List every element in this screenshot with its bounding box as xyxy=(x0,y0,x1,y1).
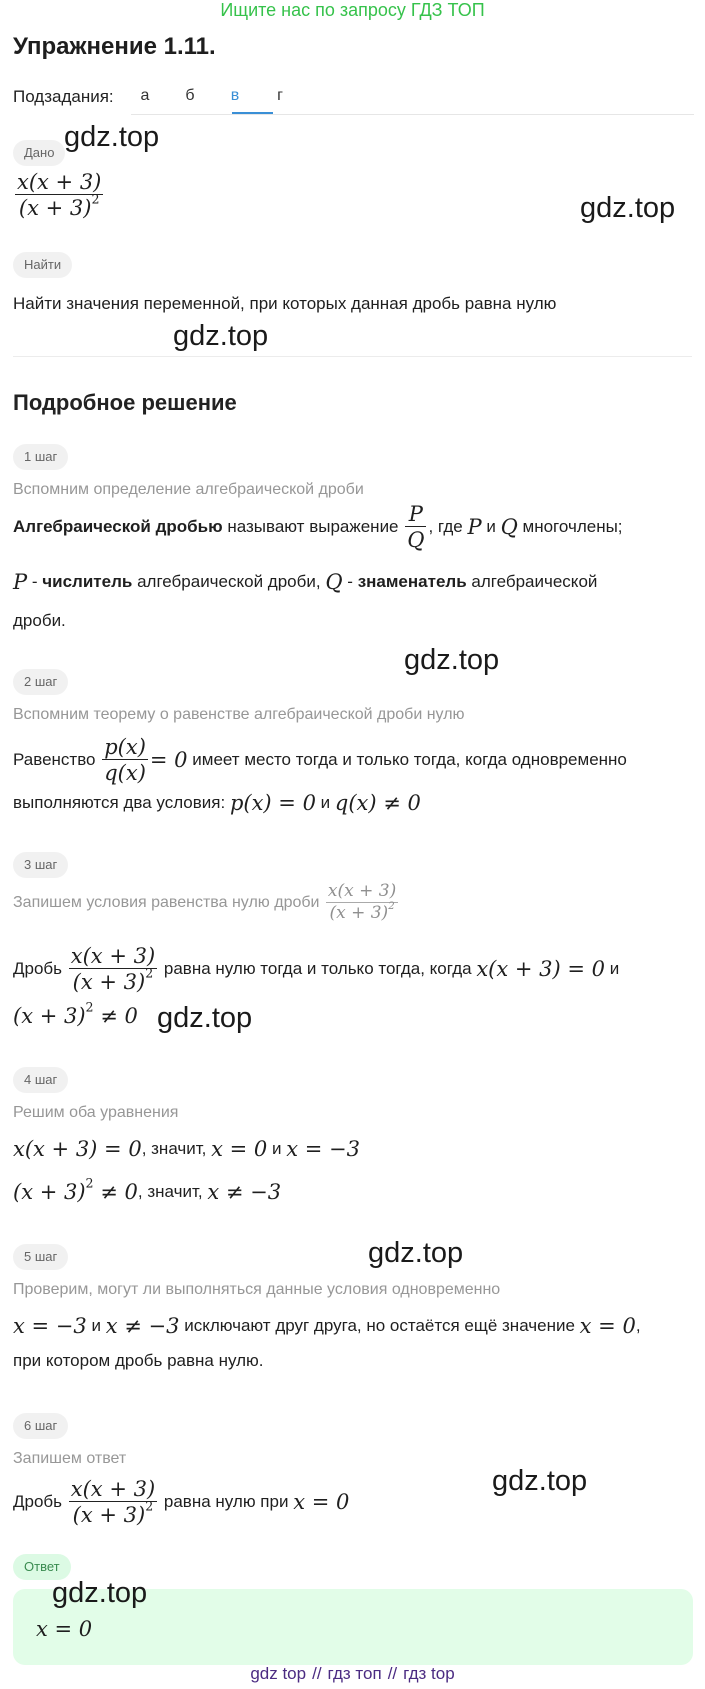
step-6-line-1 xyxy=(13,1474,349,1530)
step-4-result-2: x ≠ −3 xyxy=(207,1180,282,1204)
footer-link-1[interactable]: gdz top xyxy=(250,1664,307,1683)
step-5-comma: , xyxy=(635,1316,641,1335)
find-badge: Найти xyxy=(13,252,72,278)
step-6-text-a: Дробь xyxy=(13,1492,63,1511)
step-6-hint: Запишем ответ xyxy=(13,1450,127,1467)
step-2-line-1 xyxy=(13,733,627,787)
step-3-hint xyxy=(13,881,400,923)
step-5-line-1 xyxy=(13,1314,641,1338)
step-1-line-3: дроби. xyxy=(13,611,66,630)
step-6-text-b: равна нулю при xyxy=(163,1492,289,1511)
step-1-badge: 1 шаг xyxy=(13,444,68,470)
watermark: gdz.top xyxy=(368,1237,464,1269)
step-6-badge: 6 шаг xyxy=(13,1413,68,1439)
active-tab-indicator xyxy=(232,112,273,114)
step-6-frac-pow: 2 xyxy=(145,1498,154,1514)
step-3-cond-2-pow: 2 xyxy=(85,999,94,1015)
step-1-numerator-term: числитель xyxy=(42,572,133,591)
watermark: gdz.top xyxy=(492,1465,588,1497)
watermark: gdz.top xyxy=(580,192,676,224)
footer-links xyxy=(0,1664,705,1684)
step-1-var-P-2: P xyxy=(13,570,28,594)
step-4-text-c: , значит, xyxy=(137,1182,203,1201)
step-2-text-d: и xyxy=(320,793,331,812)
step-1-frac-P: P xyxy=(408,501,423,526)
step-3-line-1 xyxy=(13,941,619,997)
step-1-var-Q: Q xyxy=(500,515,518,539)
step-6-expr: x = 0 xyxy=(293,1490,350,1514)
page-title: Упражнение 1.11. xyxy=(13,33,216,60)
step-3-cond-2-base: (x + 3) xyxy=(13,1004,86,1028)
given-numerator: x(x + 3) xyxy=(17,170,102,194)
step-3-hint-frac-num: x(x + 3) xyxy=(327,881,397,902)
answer-value: x = 0 xyxy=(36,1617,93,1641)
step-3-text-b: равна нулю тогда и только тогда, когда xyxy=(163,959,472,978)
watermark: gdz.top xyxy=(52,1577,148,1609)
step-3-badge: 3 шаг xyxy=(13,852,68,878)
step-4-text-b: и xyxy=(272,1139,282,1158)
given-fraction xyxy=(13,170,105,220)
step-1-text-a: называют выражение xyxy=(227,517,399,536)
step-2-text-b: имеет место тогда и только тогда, когда одновременно xyxy=(192,750,627,769)
step-4-expr-2-pow: 2 xyxy=(85,1175,94,1191)
watermark: gdz.top xyxy=(157,1002,253,1034)
step-5-expr-3: x = 0 xyxy=(579,1314,636,1338)
step-5-hint: Проверим, могут ли выполняться данные условия одновременно xyxy=(13,1281,501,1298)
watermark: gdz.top xyxy=(64,121,160,153)
search-promo-link[interactable]: Ищите нас по запросу ГДЗ ТОП xyxy=(220,0,485,20)
step-4-line-2 xyxy=(13,1175,282,1204)
tab-subtask-v[interactable]: в xyxy=(230,87,240,104)
step-5-badge: 5 шаг xyxy=(13,1244,68,1270)
answer-badge: Ответ xyxy=(13,1554,71,1580)
step-3-frac-den: (x + 3) xyxy=(72,970,146,994)
footer-link-3[interactable]: гдз top xyxy=(403,1664,455,1683)
given-denominator: (x + 3) xyxy=(18,196,92,221)
step-4-expr-2-rest: ≠ 0 xyxy=(100,1180,138,1204)
tabs-divider xyxy=(131,114,694,115)
step-5-text-a: и xyxy=(91,1316,101,1335)
step-1-text-c: и xyxy=(486,517,496,536)
given-badge: Дано xyxy=(13,140,65,166)
step-1-line-1 xyxy=(13,502,623,552)
step-4-expr-2-base: (x + 3) xyxy=(13,1180,86,1204)
step-2-cond-1: p(x) = 0 xyxy=(229,791,316,815)
step-1-var-P: P xyxy=(467,515,482,539)
step-4-root-1: x = 0 xyxy=(211,1137,268,1161)
step-3-frac-pow: 2 xyxy=(145,965,154,981)
step-2-text-c: выполняются два условия: xyxy=(13,793,226,812)
step-1-dash-2: - xyxy=(347,572,353,591)
step-1-denominator-term: знаменатель xyxy=(357,572,467,591)
find-text: Найти значения переменной, при которых данная дробь равна нулю xyxy=(13,294,557,313)
tab-subtask-b[interactable]: б xyxy=(185,87,195,104)
step-6-frac-num: x(x + 3) xyxy=(70,1476,156,1501)
step-5-line-2: при котором дробь равна нулю. xyxy=(13,1351,264,1370)
given-denominator-power: 2 xyxy=(91,191,100,207)
step-1-line-2 xyxy=(13,570,597,594)
step-2-frac-num: p(x) xyxy=(104,734,146,759)
step-1-text-e: алгебраической дроби, xyxy=(137,572,321,591)
step-3-cond-1: x(x + 3) = 0 xyxy=(476,957,605,981)
step-2-hint: Вспомним теорему о равенстве алгебраической дроби нулю xyxy=(13,706,465,723)
step-1-text-d: многочлены; xyxy=(522,517,623,536)
step-4-expr-1: x(x + 3) = 0 xyxy=(13,1137,142,1161)
step-2-frac-den: q(x) xyxy=(104,761,146,785)
step-2-text-a: Равенство xyxy=(13,750,96,769)
section-divider xyxy=(13,356,692,357)
step-4-hint: Решим оба уравнения xyxy=(13,1104,179,1121)
tab-subtask-g[interactable]: г xyxy=(277,87,283,104)
step-4-line-1 xyxy=(13,1137,360,1161)
step-3-hint-frac-pow: 2 xyxy=(388,900,395,912)
subtasks-label: Подзадания: xyxy=(13,87,114,106)
solution-title: Подробное решение xyxy=(13,390,237,415)
footer-separator: // xyxy=(312,1664,322,1683)
step-5-expr-1: x = −3 xyxy=(13,1314,87,1338)
step-3-line-2 xyxy=(13,999,138,1028)
tab-subtask-a[interactable]: а xyxy=(140,87,150,104)
step-1-var-Q-2: Q xyxy=(325,570,343,594)
watermark: gdz.top xyxy=(173,320,269,352)
step-3-cond-2-rest: ≠ 0 xyxy=(100,1004,138,1028)
step-1-frac-Q: Q xyxy=(407,528,425,552)
footer-separator: // xyxy=(387,1664,398,1683)
step-1-dash-1: - xyxy=(31,572,38,591)
step-3-text-a: Дробь xyxy=(13,959,63,978)
step-4-root-2: x = −3 xyxy=(286,1137,360,1161)
step-2-line-2 xyxy=(13,791,421,815)
step-3-hint-frac-den: (x + 3) xyxy=(329,903,389,923)
step-3-hint-text: Запишем условия равенства нулю дроби xyxy=(13,894,320,911)
step-4-text-a: , значит, xyxy=(141,1139,207,1158)
step-5-expr-2: x ≠ −3 xyxy=(105,1314,180,1338)
step-2-eq-zero: = 0 xyxy=(149,748,188,772)
step-2-badge: 2 шаг xyxy=(13,669,68,695)
step-4-badge: 4 шаг xyxy=(13,1067,68,1093)
step-1-hint: Вспомним определение алгебраической дроби xyxy=(13,481,364,498)
step-5-text-b: исключают друг друга, но остаётся ещё значение xyxy=(184,1316,575,1335)
given-section xyxy=(13,140,65,166)
step-1-text-b: , где xyxy=(428,517,463,536)
step-1-term-bold: Алгебраической дробью xyxy=(13,517,223,536)
step-1-text-f: алгебраической xyxy=(471,572,598,591)
watermark: gdz.top xyxy=(404,644,500,676)
step-3-frac-num: x(x + 3) xyxy=(70,943,156,968)
step-3-text-c: и xyxy=(609,959,620,978)
footer-link-2[interactable]: гдз топ xyxy=(327,1664,382,1683)
step-6-frac-den: (x + 3) xyxy=(72,1503,146,1527)
step-2-cond-2: q(x) ≠ 0 xyxy=(334,791,421,815)
